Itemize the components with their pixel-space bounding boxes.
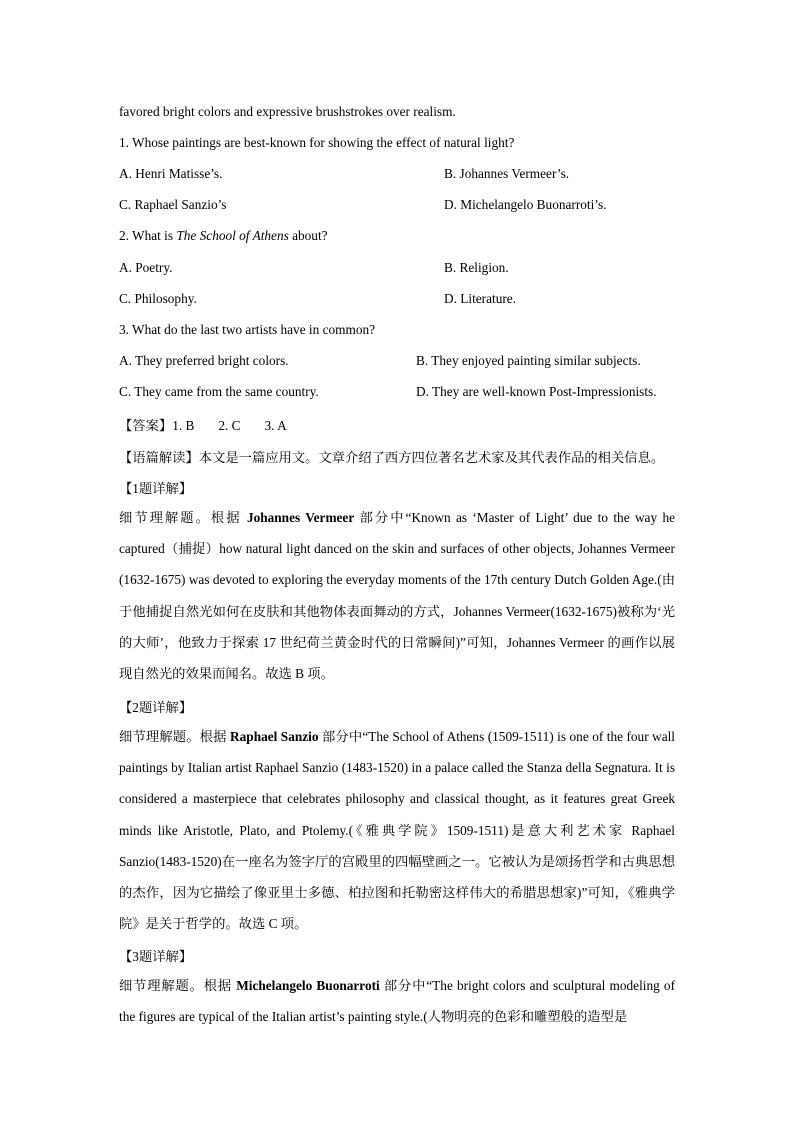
detail-1-paragraph xyxy=(119,502,675,689)
question-2-stem xyxy=(119,228,328,244)
detail-1-heading: 【1题详解】 xyxy=(119,481,193,496)
q1-option-a: A. Henri Matisse’s. xyxy=(119,166,223,181)
question-3-stem: 3. What do the last two artists have in common? xyxy=(119,322,376,337)
answer-3: 3. A xyxy=(264,418,287,433)
detail-2-paragraph xyxy=(119,721,675,939)
q2-option-b: B. Religion. xyxy=(444,260,509,275)
detail-2-pre: 细节理解题。根据 xyxy=(119,729,231,744)
q3-option-b: B. They enjoyed painting similar subjects. xyxy=(416,353,641,368)
q2-stem-post: about? xyxy=(288,228,328,243)
detail-2-body: 部分中“The School of Athens (1509-1511) is one of the four wall paintings by Italian artist Raphael Sanzio (1483-1520) in a palace called the Stanza della Segnatura. It is considered a masterpiece that celebrates philosophy and classical thought, as it features great Greek minds like Aristotle, Plato, and Ptolemy.(《雅典学院》1509-1511)是意大利艺术家 Raphael Sanzio(1483-1520)在一座名为签字厅的宫殿里的四幅壁画之一。它被认为是颂扬哲学和古典思想的杰作，因为它描绘了像亚里士多德、柏拉图和托勒密这样伟大的希腊思想家)”可知，《雅典学院》是关于哲学的。故选 C 项。 xyxy=(119,729,675,932)
analysis-label: 【语篇解读】 xyxy=(119,450,199,465)
q2-stem-pre: 2. What is xyxy=(119,228,177,243)
analysis-line xyxy=(119,447,664,466)
answer-line xyxy=(119,415,287,434)
detail-2-artist-name: Raphael Sanzio xyxy=(230,729,319,744)
q2-option-a: A. Poetry. xyxy=(119,260,173,275)
detail-3-body: 部分中“The bright colors and sculptural modeling of the figures are typical of the Italian artist’s painting style.(人物明亮的色彩和雕塑般的造型是 xyxy=(119,978,675,1025)
q3-option-a: A. They preferred bright colors. xyxy=(119,353,289,368)
detail-1-artist-name: Johannes Vermeer xyxy=(246,510,355,525)
q1-option-d: D. Michelangelo Buonarroti’s. xyxy=(444,197,607,212)
q2-stem-title: The School of Athens xyxy=(176,228,289,243)
detail-3-pre: 细节理解题。根据 xyxy=(119,978,237,993)
analysis-text: 本文是一篇应用文。文章介绍了西方四位著名艺术家及其代表作品的相关信息。 xyxy=(198,450,665,465)
detail-1-pre: 细节理解题。根据 xyxy=(119,510,247,525)
answer-1: 1. B xyxy=(172,418,195,433)
answer-2: 2. C xyxy=(218,418,241,433)
detail-2-heading: 【2题详解】 xyxy=(119,700,193,715)
q2-option-c: C. Philosophy. xyxy=(119,291,197,306)
question-1-stem: 1. Whose paintings are best-known for showing the effect of natural light? xyxy=(119,135,515,150)
q3-option-d: D. They are well-known Post-Impressionists. xyxy=(416,384,657,399)
detail-3-artist-name: Michelangelo Buonarroti xyxy=(236,978,380,993)
q3-option-c: C. They came from the same country. xyxy=(119,384,319,399)
q1-option-c: C. Raphael Sanzio’s xyxy=(119,197,227,212)
detail-3-heading: 【3题详解】 xyxy=(119,949,193,964)
detail-3-paragraph xyxy=(119,970,675,1032)
q1-option-b: B. Johannes Vermeer’s. xyxy=(444,166,570,181)
q2-option-d: D. Literature. xyxy=(444,291,516,306)
answer-label: 【答案】 xyxy=(119,418,173,433)
intro-tail: favored bright colors and expressive brushstrokes over realism. xyxy=(119,104,456,119)
detail-1-body: 部分中“Known as ‘Master of Light’ due to the way he captured（捕捉）how natural light danced on the skin and surfaces of other objects, Johannes Vermeer (1632-1675) was devoted to exploring the everyday moments of the 17th century Dutch Golden Age.(由于他捕捉自然光如何在皮肤和其他物体表面舞动的方式，Johannes Vermeer(1632-1675)被称为‘光的大师’，他致力于探索 17 世纪荷兰黄金时代的日常瞬间)”可知，Johannes Vermeer 的画作以展现自然光的效果而闻名。故选 B 项。 xyxy=(119,510,675,682)
